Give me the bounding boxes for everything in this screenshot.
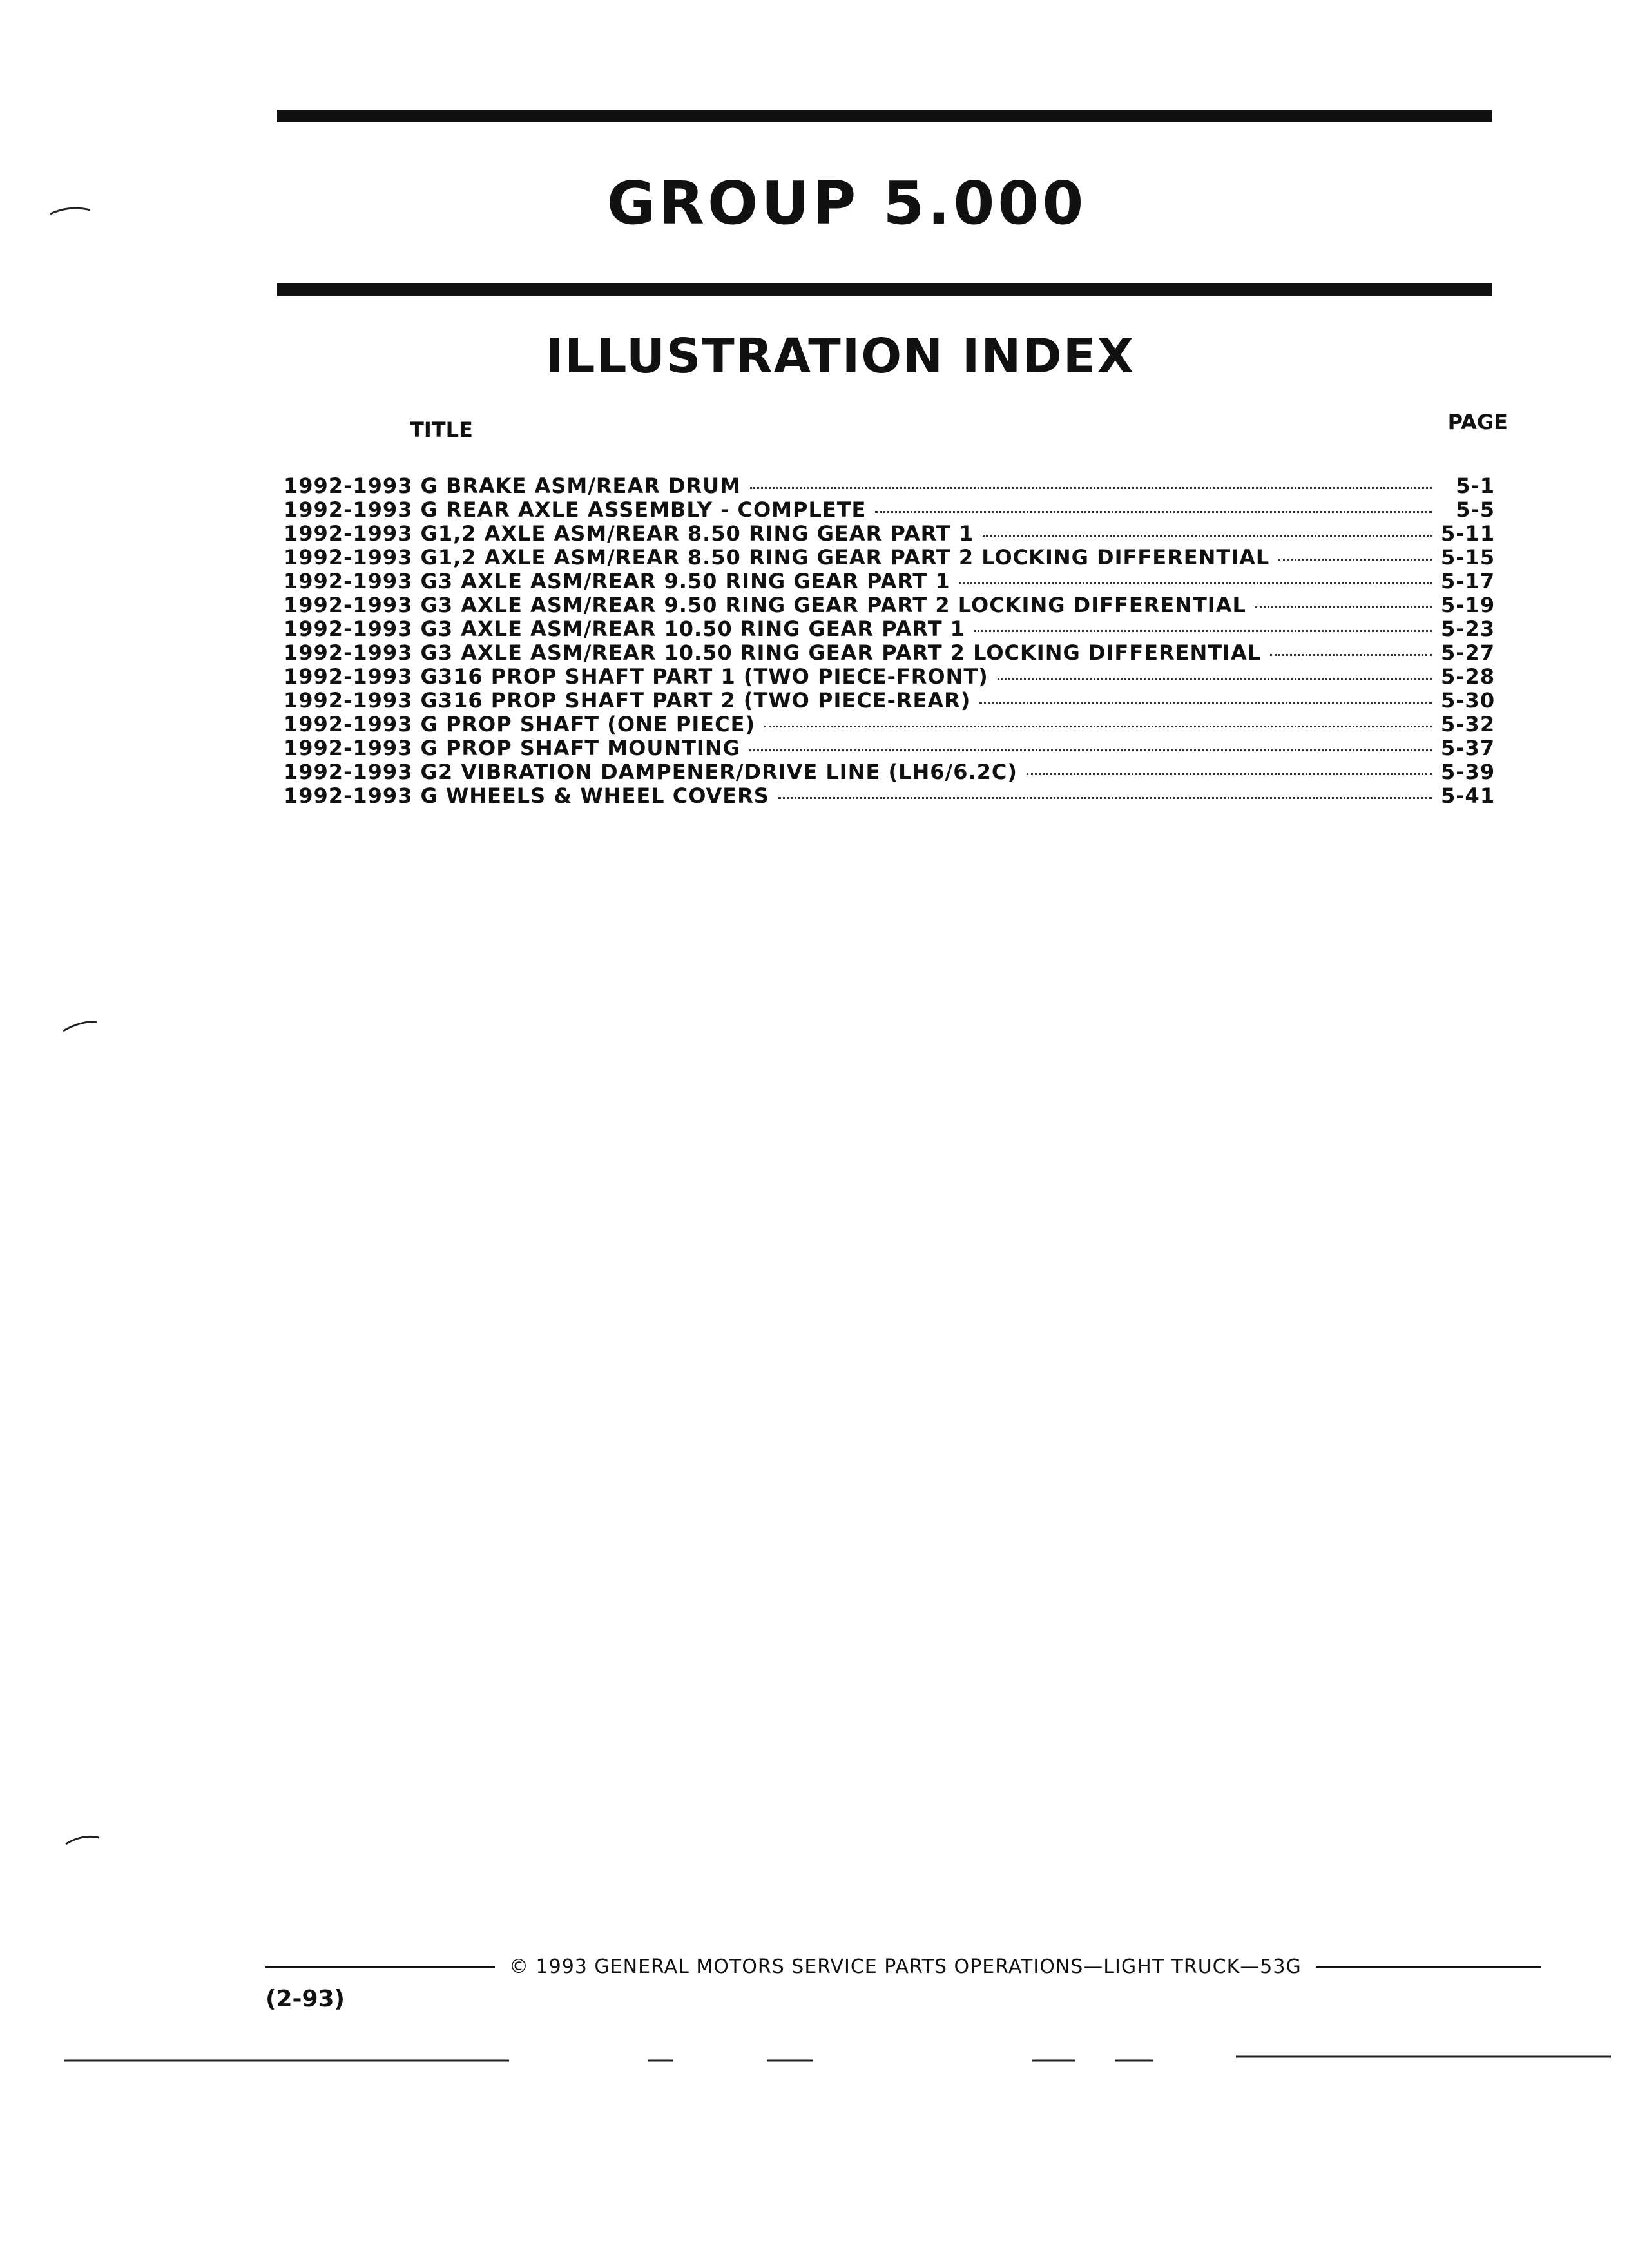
entry-page: 5-19 <box>1441 593 1496 617</box>
entry-page: 5-17 <box>1441 569 1496 593</box>
entry-title: 1992-1993 G1,2 AXLE ASM/REAR 8.50 RING GEAR PART 1 <box>284 521 974 546</box>
binder-hole-mark <box>50 208 90 214</box>
index-title: ILLUSTRATION INDEX <box>545 329 1135 384</box>
entry-title: 1992-1993 G316 PROP SHAFT PART 1 (TWO PIECE-FRONT) <box>284 664 988 689</box>
entry-page: 5-37 <box>1441 736 1496 760</box>
entry-title: 1992-1993 G1,2 AXLE ASM/REAR 8.50 RING GEAR PART 2 LOCKING DIFFERENTIAL <box>284 545 1270 570</box>
entry-page: 5-30 <box>1441 688 1496 713</box>
entry-page: 5-11 <box>1441 521 1496 546</box>
entry-page: 5-32 <box>1441 712 1496 736</box>
entry-page: 5-15 <box>1441 545 1496 570</box>
entry-page: 5-41 <box>1441 783 1496 808</box>
entry-title: 1992-1993 G316 PROP SHAFT PART 2 (TWO PIECE-REAR) <box>284 688 971 713</box>
entry-page: 5-23 <box>1441 617 1496 641</box>
group-title: GROUP 5.000 <box>606 169 1087 238</box>
entry-page: 5-1 <box>1456 474 1495 498</box>
entry-title: 1992-1993 G PROP SHAFT (ONE PIECE) <box>284 712 756 736</box>
entry-page: 5-5 <box>1456 497 1495 522</box>
entry-title: 1992-1993 G WHEELS & WHEEL COVERS <box>284 783 769 808</box>
entry-page: 5-27 <box>1441 640 1496 665</box>
copyright-text: © 1993 GENERAL MOTORS SERVICE PARTS OPERATIONS—LIGHT TRUCK—53G <box>509 1956 1302 1978</box>
entry-title: 1992-1993 G3 AXLE ASM/REAR 10.50 RING GEAR PART 1 <box>284 617 965 641</box>
binder-hole-mark <box>63 1022 97 1031</box>
title-column-header: TITLE <box>410 418 473 442</box>
entry-page: 5-28 <box>1441 664 1496 689</box>
entry-title: 1992-1993 G3 AXLE ASM/REAR 9.50 RING GEAR PART 1 <box>284 569 950 593</box>
entry-page: 5-39 <box>1441 760 1496 784</box>
entry-title: 1992-1993 G3 AXLE ASM/REAR 10.50 RING GEAR PART 2 LOCKING DIFFERENTIAL <box>284 640 1262 665</box>
entry-title: 1992-1993 G REAR AXLE ASSEMBLY - COMPLETE <box>284 497 867 522</box>
revision-code: (2-93) <box>265 1986 345 2012</box>
binder-hole-mark <box>66 1836 99 1844</box>
page-column-header: PAGE <box>1447 410 1508 434</box>
entry-title: 1992-1993 G2 VIBRATION DAMPENER/DRIVE LINE (LH6/6.2C) <box>284 760 1018 784</box>
entry-title: 1992-1993 G PROP SHAFT MOUNTING <box>284 736 740 760</box>
entry-title: 1992-1993 G3 AXLE ASM/REAR 9.50 RING GEAR PART 2 LOCKING DIFFERENTIAL <box>284 593 1246 617</box>
entry-title: 1992-1993 G BRAKE ASM/REAR DRUM <box>284 474 741 498</box>
